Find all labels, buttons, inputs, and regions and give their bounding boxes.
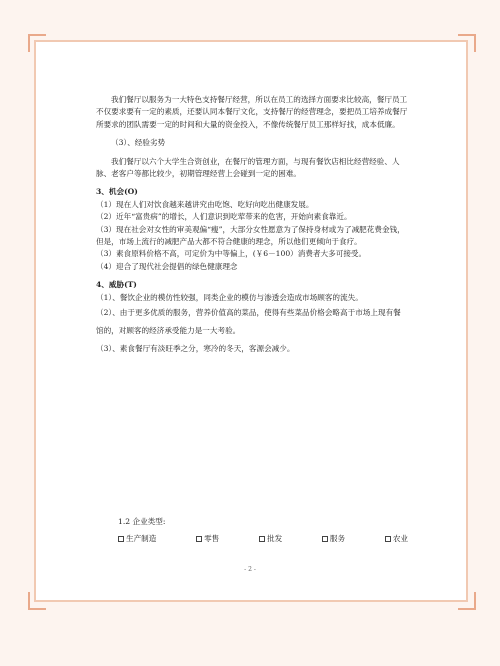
list-item: （3）、素食餐厅有淡旺季之分，寒冷的冬天，客源会减少。 <box>96 344 295 354</box>
option-retail[interactable]: 零售 <box>196 533 219 544</box>
checkbox-icon[interactable] <box>385 536 391 542</box>
list-item: （2）、由于更多优质的服务，营养价值高的菜品，使得有些菜品价格会略高于市场上现有餐馆的，对顾客的经济承受能力是一大考验。 <box>96 308 401 336</box>
frame-corner <box>458 592 476 610</box>
frame-corner <box>458 34 476 52</box>
option-manufacturing[interactable]: 生产制造 <box>118 533 156 544</box>
list-item: （1）现在人们对饮食越来越讲究由吃饱、吃好向吃出健康发展。 <box>96 199 314 209</box>
paragraph: 我们餐厅以六个大学生合资创业，在餐厅的管理方面，与现有餐饮店相比经营经验、人脉、老客户等都比较少，初期管理经营上会碰到一定的困难。 <box>96 156 400 179</box>
checkbox-icon[interactable] <box>118 536 124 542</box>
option-service[interactable]: 服务 <box>322 533 345 544</box>
list-item: （3）素食原料价格不高，可定价为中等偏上，(￥6－100）消费者大多可接受。 <box>96 249 367 259</box>
option-wholesale[interactable]: 批发 <box>259 533 282 544</box>
list-item: （4）迎合了现代社会提倡的绿色健康理念 <box>96 261 238 271</box>
checkbox-icon[interactable] <box>322 536 328 542</box>
subheading: （3）、经验劣势 <box>111 138 166 148</box>
list-item: （1）、餐饮企业的模仿性较强，同类企业的模仿与渗透会造成市场顾客的流失。 <box>96 292 363 302</box>
section-heading-threats: 4、威胁(T) <box>96 280 137 290</box>
enterprise-type-block <box>118 516 408 544</box>
section-heading-opportunities: 3、机会(O) <box>96 187 138 197</box>
frame-corner <box>28 592 46 610</box>
page-number: - 2 - <box>244 566 256 573</box>
enterprise-type-title: 1.2 企业类型: <box>118 517 166 526</box>
enterprise-type-options <box>118 533 408 544</box>
frame-corner <box>28 34 46 52</box>
checkbox-icon[interactable] <box>196 536 202 542</box>
checkbox-icon[interactable] <box>259 536 265 542</box>
list-item: （2）近年“富贵病”的增长，人们意识到吃荤带来的危害，开始向素食靠近。 <box>96 212 352 222</box>
option-agriculture[interactable]: 农业 <box>385 533 408 544</box>
document-body <box>96 94 408 358</box>
paragraph: 我们餐厅以服务为一大特色支持餐厅经营，所以在员工的选择方面要求比较高，餐厅员工不仅要求要有一定的素质，还要认同本餐厅文化，支持餐厅的经营理念，要把员工培养成餐厅所要求的团队需要一定的时间和大量的资金投入，不像传统餐厅员工那样好找，成本低廉。 <box>96 95 408 129</box>
list-item: （3）现在社会对女性的审美观偏“瘦”，大部分女性愿意为了保持身材或为了减肥花费金钱，但是，市场上流行的减肥产品大都不符合健康的理念，所以他们更倾向于食疗。 <box>96 224 405 247</box>
